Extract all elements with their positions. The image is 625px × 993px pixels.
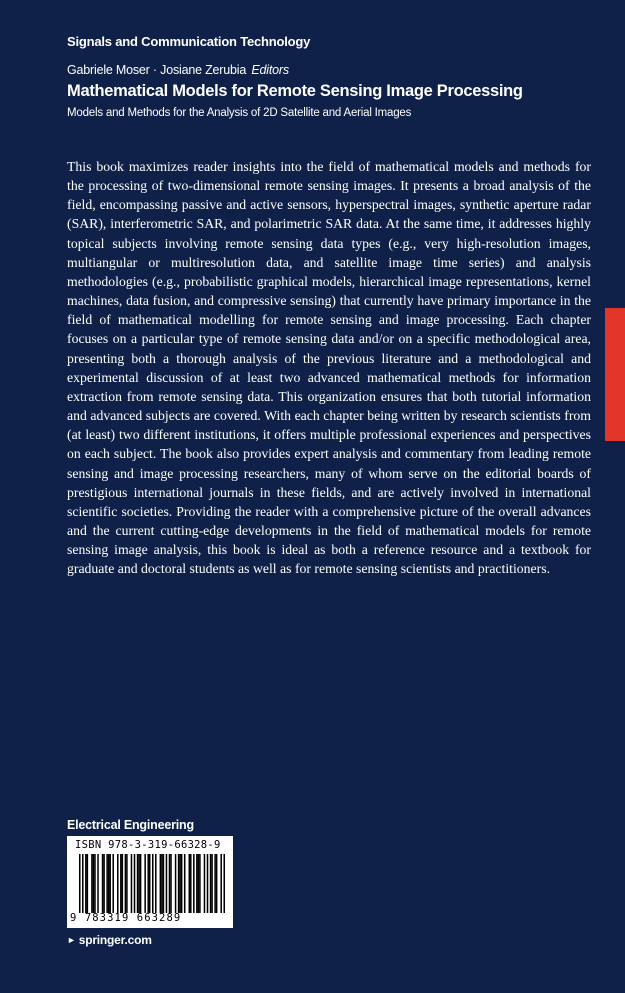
barcode-bar (120, 854, 122, 913)
barcode-bars (79, 854, 225, 913)
barcode-bar (163, 854, 165, 913)
barcode-bar (79, 854, 81, 913)
barcode-bar (122, 854, 124, 913)
book-subtitle: Models and Methods for the Analysis of 2D Satellite and Aerial Images (67, 107, 412, 119)
barcode-bar (211, 854, 213, 913)
barcode-bar (91, 854, 93, 913)
barcode-bar (82, 854, 84, 913)
subject-category: Electrical Engineering (67, 818, 194, 832)
barcode-bar (199, 854, 201, 913)
barcode-bar (108, 854, 110, 913)
barcode-bar (181, 854, 183, 913)
publisher-url: springer.com (78, 933, 152, 947)
barcode-bar (161, 854, 163, 913)
barcode-bar (134, 854, 136, 913)
barcode-bar (97, 854, 99, 913)
barcode-bar (137, 854, 139, 913)
isbn-barcode (67, 836, 233, 928)
barcode-bar (178, 854, 180, 913)
barcode-bar (94, 854, 96, 913)
barcode-bar (166, 854, 168, 913)
barcode-bar (190, 854, 192, 913)
barcode-bar (112, 854, 114, 913)
barcode-bar (204, 854, 206, 913)
barcode-bar (102, 854, 104, 913)
barcode-bar (87, 854, 89, 913)
accent-tab (605, 308, 625, 441)
description-paragraph: This book maximizes reader insights into the field of mathematical models and methods for the processing of two-dimensional remote sensing images. It presents a broad analysis of the field, encompassing passive and active sensors, hyperspectral images, synthetic aperture radar (SAR), interferometric SAR, and polarimetric SAR data. At the same time, it addresses highly topical subjects involving remote sensing data types (e.g., very high-resolution images, multiangular or multiresolution data, and satellite image time series) and analysis methodologies (e.g., probabilistic graphical models, hierarchical image representations, kernel machines, data fusion, and compressive sensing) that currently have primary importance in the field of mathematical modelling for remote sensing and image processing. Each chapter focuses on a particular type of remote sensing data and/or on a specific methodological area, presenting both a thorough analysis of the previous literature and a methodological and experimental discussion of at least two advanced mathematical methods for information extraction from remote sensing data. This organization ensures that both tutorial information and advanced subjects are covered. With each chapter being written by research scientists from (at least) two different institutions, it offers multiple professional experiences and perspectives on each subject. The book also provides expert analysis and commentary from leading remote sensing and image processing researchers, many of whom serve on the editorial boards of prestigious international journals in these fields, and are actively involved in international scientific societies. Providing the reader with a comprehensive picture of the overall advances and the current cutting-edge developments in the field of mathematical models for remote sensing image analysis, this book is ideal as both a reference resource and a textbook for graduate and doctoral students as well as for remote sensing scientists and practitioners. (67, 159, 591, 577)
arrow-icon: ► (67, 935, 76, 945)
barcode-bar (125, 854, 127, 913)
barcode-bar (106, 854, 108, 913)
barcode-bar (189, 854, 191, 913)
barcode-bar (152, 854, 154, 913)
ean-digits: 9 783319 663289 (70, 912, 182, 924)
barcode-bar (103, 854, 105, 913)
barcode-bar (223, 854, 225, 913)
barcode-bar (138, 854, 140, 913)
barcode-bar (193, 854, 195, 913)
barcode-bar (170, 854, 172, 913)
barcode-bar (117, 854, 119, 913)
barcode-bar (175, 854, 177, 913)
editors-line (67, 63, 289, 77)
barcode-bar (216, 854, 218, 913)
barcode-bar (147, 854, 149, 913)
barcode-bar (126, 854, 128, 913)
barcode-bar (196, 854, 198, 913)
barcode-bar (160, 854, 162, 913)
editors-role: Editors (251, 63, 289, 77)
barcode-bar (144, 854, 146, 913)
description-block (67, 157, 591, 578)
barcode-bar (155, 854, 157, 913)
barcode-bar (184, 854, 186, 913)
barcode-bar (131, 854, 133, 913)
barcode-bar (140, 854, 142, 913)
barcode-bar (207, 854, 209, 913)
barcode-bar (85, 854, 87, 913)
barcode-bar (109, 854, 111, 913)
barcode-bar (169, 854, 171, 913)
barcode-bar (198, 854, 200, 913)
barcode-bar (179, 854, 181, 913)
barcode-bar (149, 854, 151, 913)
publisher-link[interactable] (67, 933, 152, 947)
isbn-number: ISBN 978-3-319-66328-9 (75, 839, 221, 851)
barcode-bar (93, 854, 95, 913)
editor-names: Gabriele Moser · Josiane Zerubia (67, 63, 247, 77)
series-title: Signals and Communication Technology (67, 34, 311, 49)
barcode-bar (220, 854, 222, 913)
barcode-bar (214, 854, 216, 913)
book-title: Mathematical Models for Remote Sensing Image Processing (67, 82, 523, 100)
barcode-bar (210, 854, 212, 913)
